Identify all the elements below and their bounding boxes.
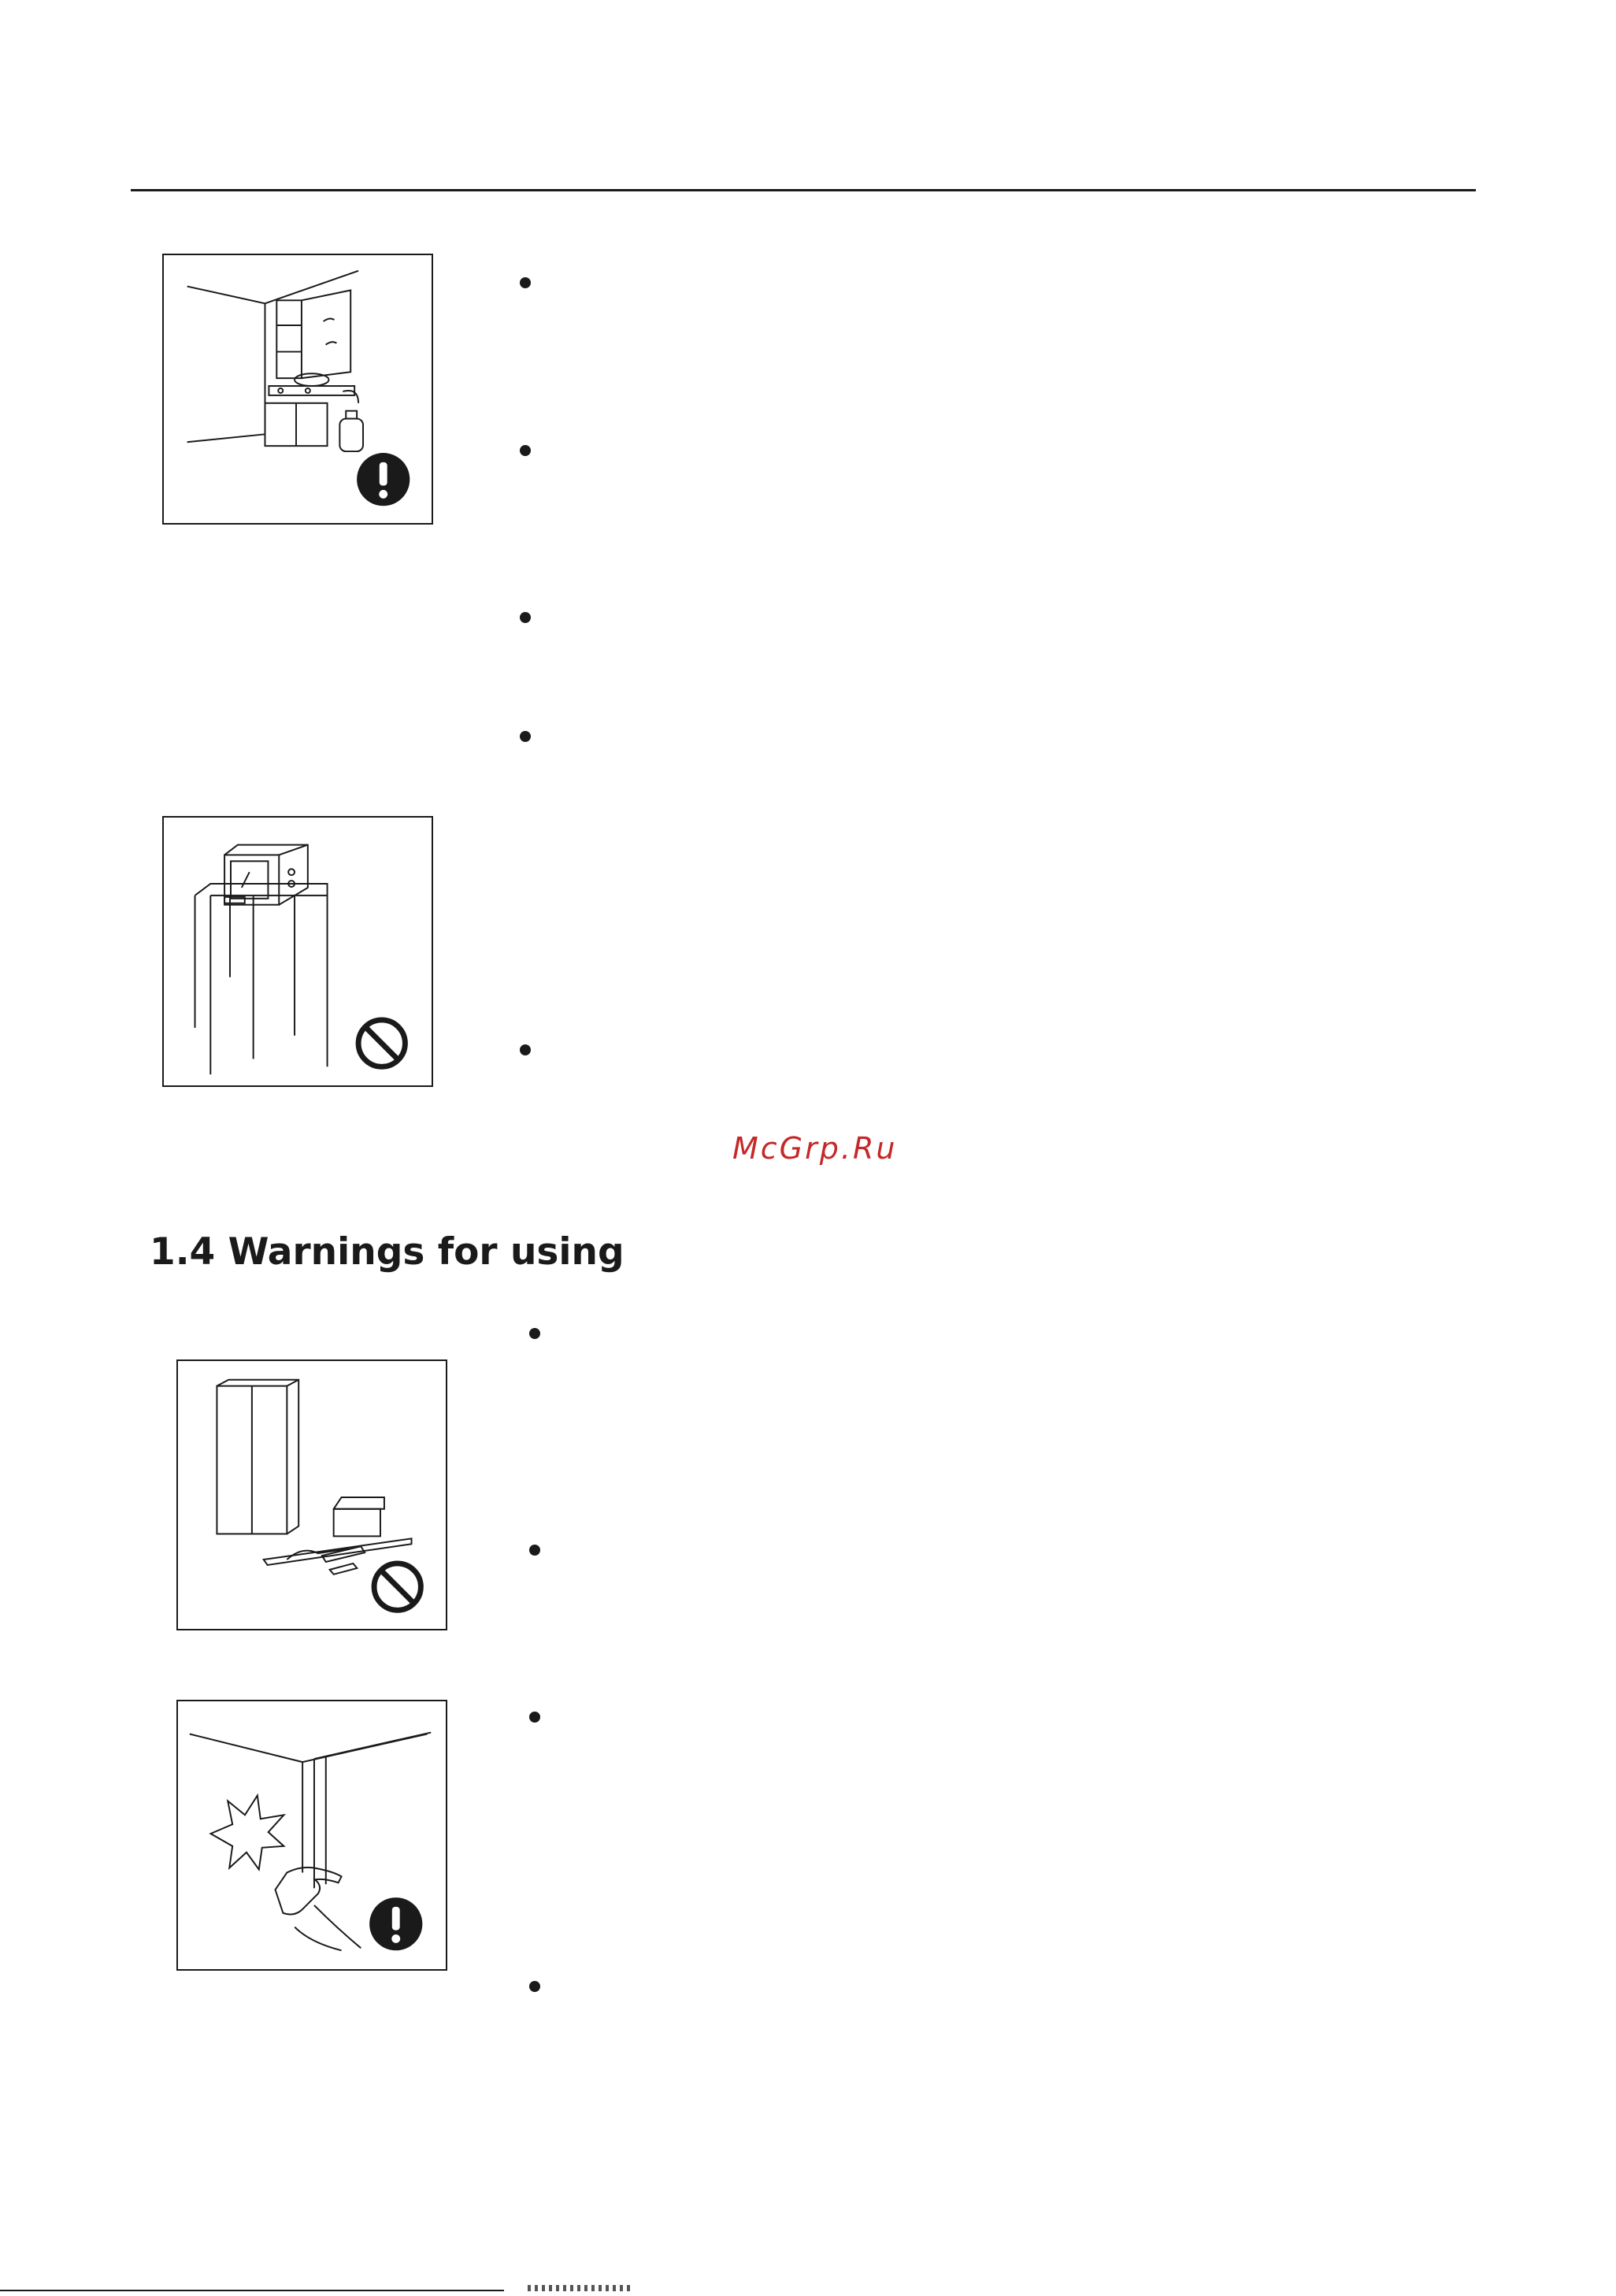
bullet bbox=[529, 1328, 540, 1339]
bullet bbox=[529, 1712, 540, 1723]
bullet bbox=[520, 445, 531, 456]
bullet bbox=[520, 1044, 531, 1055]
footer-rule bbox=[0, 2290, 504, 2291]
kitchen-gas-stove-illustration bbox=[164, 255, 432, 523]
dismantle-tools-illustration bbox=[178, 1361, 446, 1629]
header-rule bbox=[131, 189, 1476, 191]
bullet bbox=[529, 1981, 540, 1992]
bullet bbox=[520, 277, 531, 288]
exclamation-warning-icon bbox=[357, 453, 410, 506]
exclamation-warning-icon bbox=[369, 1897, 422, 1950]
bullet bbox=[520, 612, 531, 623]
door-pinch-illustration bbox=[178, 1701, 446, 1969]
figure-microwave-on-fridge bbox=[162, 816, 433, 1087]
prohibition-icon bbox=[374, 1563, 421, 1610]
watermark: McGrp.Ru bbox=[732, 1131, 898, 1166]
figure-door-pinch bbox=[176, 1700, 447, 1971]
footer-marks bbox=[528, 2285, 630, 2291]
figure-kitchen-gas-stove bbox=[162, 254, 433, 525]
figure-dismantle-tools bbox=[176, 1359, 447, 1630]
bullet bbox=[520, 731, 531, 742]
microwave-on-fridge-illustration bbox=[164, 818, 432, 1085]
prohibition-icon bbox=[358, 1020, 405, 1066]
bullet bbox=[529, 1545, 540, 1556]
section-title: 1.4 Warnings for using bbox=[150, 1230, 625, 1274]
